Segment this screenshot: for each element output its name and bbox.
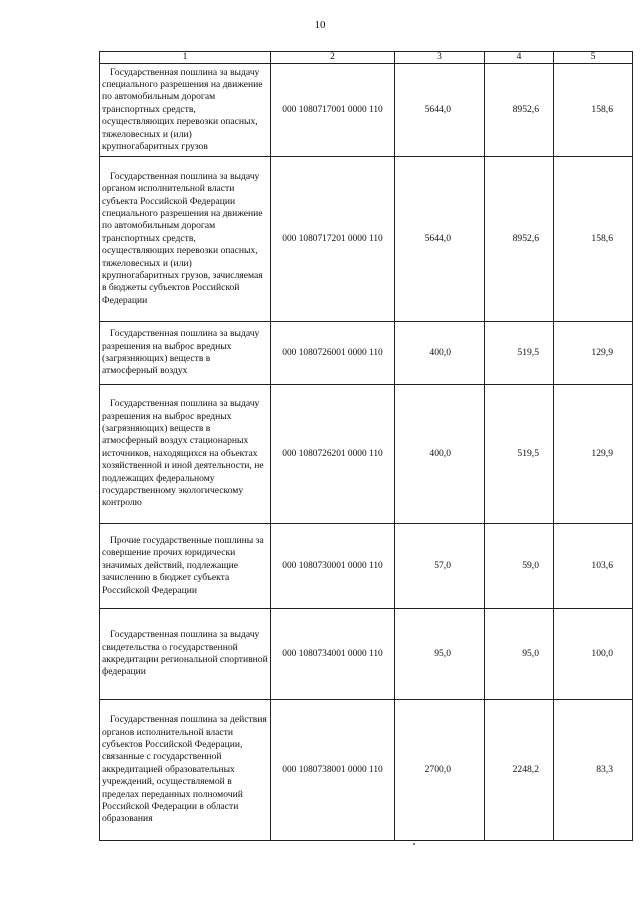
row-value-5: 129,9 [554,385,633,524]
row-value-5: 158,6 [554,64,633,157]
row-code: 000 1080717001 0000 110 [271,64,395,157]
row-value-5: 83,3 [554,700,633,841]
table-row [100,700,633,841]
table-row [100,157,633,322]
column-header-5: 5 [554,52,633,64]
row-value-4: 8952,6 [485,157,554,322]
row-name-cell [100,385,271,524]
column-header-3: 3 [395,52,485,64]
page-number: 10 [314,19,326,31]
row-name: Государственная пошлина за выдачу органом исполнительной власти субъекта Российской Федерации специального разрешения на движение по автомобильным дорогам транспортных средств, осуществляющих перевозки опасных, тяжеловесных и (или) крупногабаритных грузов, зачисляемая в бюджеты субъектов Российской Федерации [102,170,263,306]
row-code: 000 1080730001 0000 110 [271,524,395,609]
row-value-3: 95,0 [395,609,485,700]
row-value-4: 519,5 [485,385,554,524]
row-value-5: 158,6 [554,157,633,322]
row-value-5: 129,9 [554,322,633,385]
row-code: 000 1080738001 0000 110 [271,700,395,841]
row-value-3: 57,0 [395,524,485,609]
row-value-4: 95,0 [485,609,554,700]
row-name: Государственная пошлина за действия органов исполнительной власти субъектов Российской Федерации, связанные с государственной аккредитацией образовательных учреждений, осуществляемой в пределах переданных полномочий Российской Федерации в области образования [102,714,267,825]
table-row [100,524,633,609]
row-code: 000 1080726001 0000 110 [271,322,395,385]
row-name-cell [100,700,271,841]
row-name-cell [100,157,271,322]
row-name: Государственная пошлина за выдачу свидетельства о государственной аккредитации региональной спортивной федерации [102,629,268,678]
column-header-2: 2 [271,52,395,64]
table-row [100,322,633,385]
row-name: Государственная пошлина за выдачу специального разрешения на движение по автомобильным дорогам транспортных средств, осуществляющих перевозки опасных, тяжеловесных и (или) крупногабаритных грузов [102,66,263,153]
row-value-4: 519,5 [485,322,554,385]
table-row [100,385,633,524]
row-value-3: 400,0 [395,385,485,524]
row-value-5: 100,0 [554,609,633,700]
row-name-cell [100,524,271,609]
row-value-3: 400,0 [395,322,485,385]
table-row [100,609,633,700]
row-value-4: 8952,6 [485,64,554,157]
table-row [100,64,633,157]
row-name: Государственная пошлина за выдачу разрешения на выброс вредных (загрязняющих) веществ в атмосферный воздух [102,328,260,377]
row-value-4: 59,0 [485,524,554,609]
row-name: Прочие государственные пошлины за совершение прочих юридически значимых действий, подлежащие зачислению в бюджет субъекта Российской Федерации [102,534,264,596]
row-name-cell [100,64,271,157]
table-header-row [100,52,633,64]
row-name-cell [100,609,271,700]
column-header-1: 1 [100,52,271,64]
row-value-3: 5644,0 [395,157,485,322]
row-name: Государственная пошлина за выдачу разрешения на выброс вредных (загрязняющих) веществ в атмосферный воздух стационарных источников, находящихся на объектах хозяйственной и иной деятельности, не подлежащих федеральному государственному экологическому контролю [102,398,264,509]
column-header-4: 4 [485,52,554,64]
row-name-cell [100,322,271,385]
row-code: 000 1080726201 0000 110 [271,385,395,524]
row-value-5: 103,6 [554,524,633,609]
scan-speck [413,843,415,845]
row-value-3: 5644,0 [395,64,485,157]
revenue-table [99,51,633,841]
row-code: 000 1080734001 0000 110 [271,609,395,700]
row-value-4: 2248,2 [485,700,554,841]
row-value-3: 2700,0 [395,700,485,841]
row-code: 000 1080717201 0000 110 [271,157,395,322]
